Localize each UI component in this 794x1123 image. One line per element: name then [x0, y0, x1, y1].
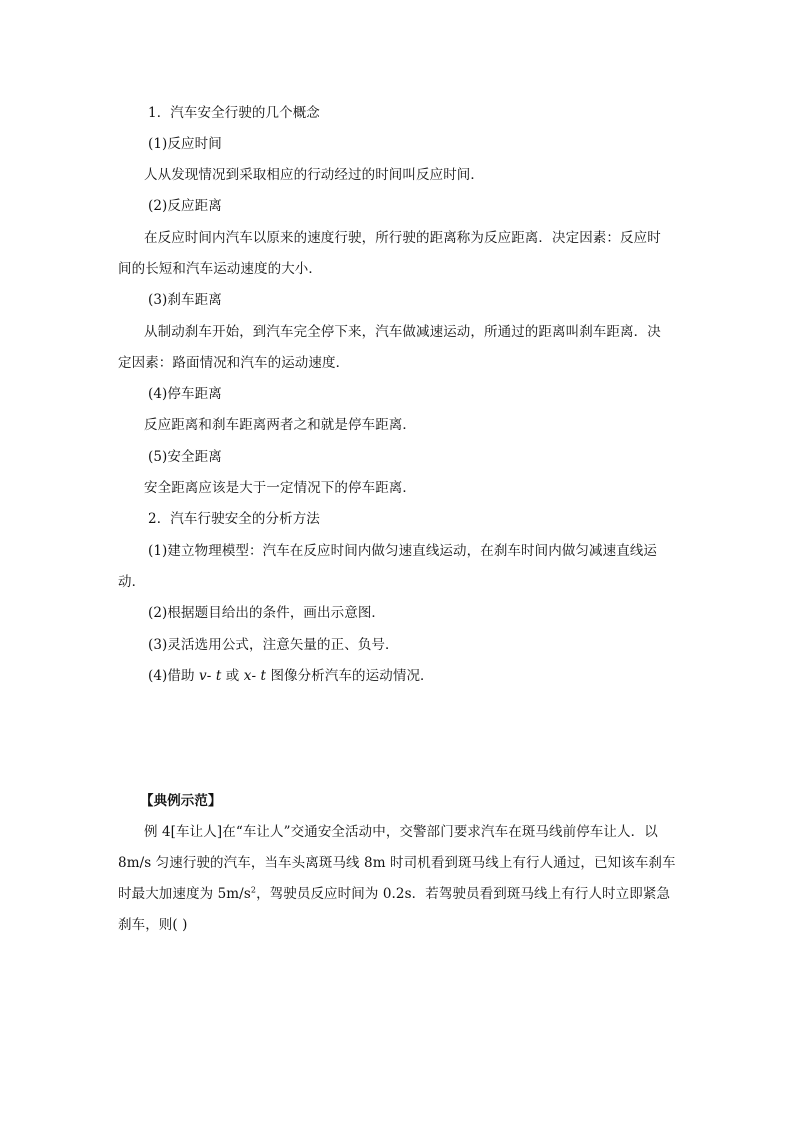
example-line4: 刹车，则( ): [118, 917, 188, 933]
concept-title-stopping-distance: (4)停车距离: [148, 386, 222, 402]
concept-text-reaction-time: 人从发现情况到采取相应的行动经过的时间叫反应时间．: [144, 167, 484, 183]
example-heading: 【典例示范】: [140, 793, 222, 809]
method-1-line1: (1)建立物理模型：汽车在反应时间内做匀速直线运动，在刹车时间内做匀减速直线运: [148, 543, 658, 559]
section-heading-1: 1．汽车安全行驶的几个概念: [148, 105, 320, 121]
concept-text-reaction-distance-line2: 间的长短和汽车运动速度的大小．: [118, 261, 322, 277]
method-1-line2: 动．: [118, 574, 146, 590]
method-4: [148, 666, 434, 686]
concept-text-safe-distance: 安全距离应该是大于一定情况下的停车距离．: [144, 480, 416, 496]
dash-2: -: [251, 668, 261, 684]
symbol-t-2: t: [260, 668, 267, 684]
symbol-v: v: [199, 668, 207, 684]
symbol-x: x: [243, 668, 252, 684]
symbol-t-1: t: [215, 668, 222, 684]
concept-title-safe-distance: (5)安全距离: [148, 449, 222, 465]
superscript-2: 2: [250, 885, 257, 895]
example-line3: [118, 884, 670, 904]
example-line1: 例 4[车让人]在“车让人”交通安全活动中，交警部门要求汽车在斑马线前停车让人．以: [144, 824, 658, 840]
method-4-prefix: (4)借助: [148, 668, 200, 684]
concept-text-braking-distance-line1: 从制动刹车开始，到汽车完全停下来，汽车做减速运动，所通过的距离叫刹车距离．决: [144, 324, 661, 340]
example-line3-prefix: 时最大加速度为 5m/s: [118, 886, 251, 902]
concept-title-reaction-time: (1)反应时间: [148, 136, 222, 152]
concept-title-braking-distance: (3)刹车距离: [148, 292, 222, 308]
example-line3-suffix: ，驾驶员反应时间为 0.2s．若驾驶员看到斑马线上有行人时立即紧急: [256, 886, 671, 902]
method-4-suffix: 图像分析汽车的运动情况．: [266, 668, 434, 684]
concept-text-stopping-distance: 反应距离和刹车距离两者之和就是停车距离．: [144, 417, 416, 433]
method-2: (2)根据题目给出的条件，画出示意图．: [148, 605, 386, 621]
concept-title-reaction-distance: (2)反应距离: [148, 198, 222, 214]
method-3: (3)灵活选用公式，注意矢量的正、负号．: [148, 637, 399, 653]
example-line2: 8m/s 匀速行驶的汽车，当车头离斑马线 8m 时司机看到斑马线上有行人通过，已知该车刹车: [118, 855, 676, 871]
section-heading-2: 2．汽车行驶安全的分析方法: [148, 511, 320, 527]
concept-text-reaction-distance-line1: 在反应时间内汽车以原来的速度行驶，所行驶的距离称为反应距离．决定因素：反应时: [144, 230, 661, 246]
conjunction-or: 或: [221, 668, 244, 684]
concept-text-braking-distance-line2: 定因素：路面情况和汽车的运动速度．: [118, 355, 350, 371]
dash-1: -: [206, 668, 216, 684]
